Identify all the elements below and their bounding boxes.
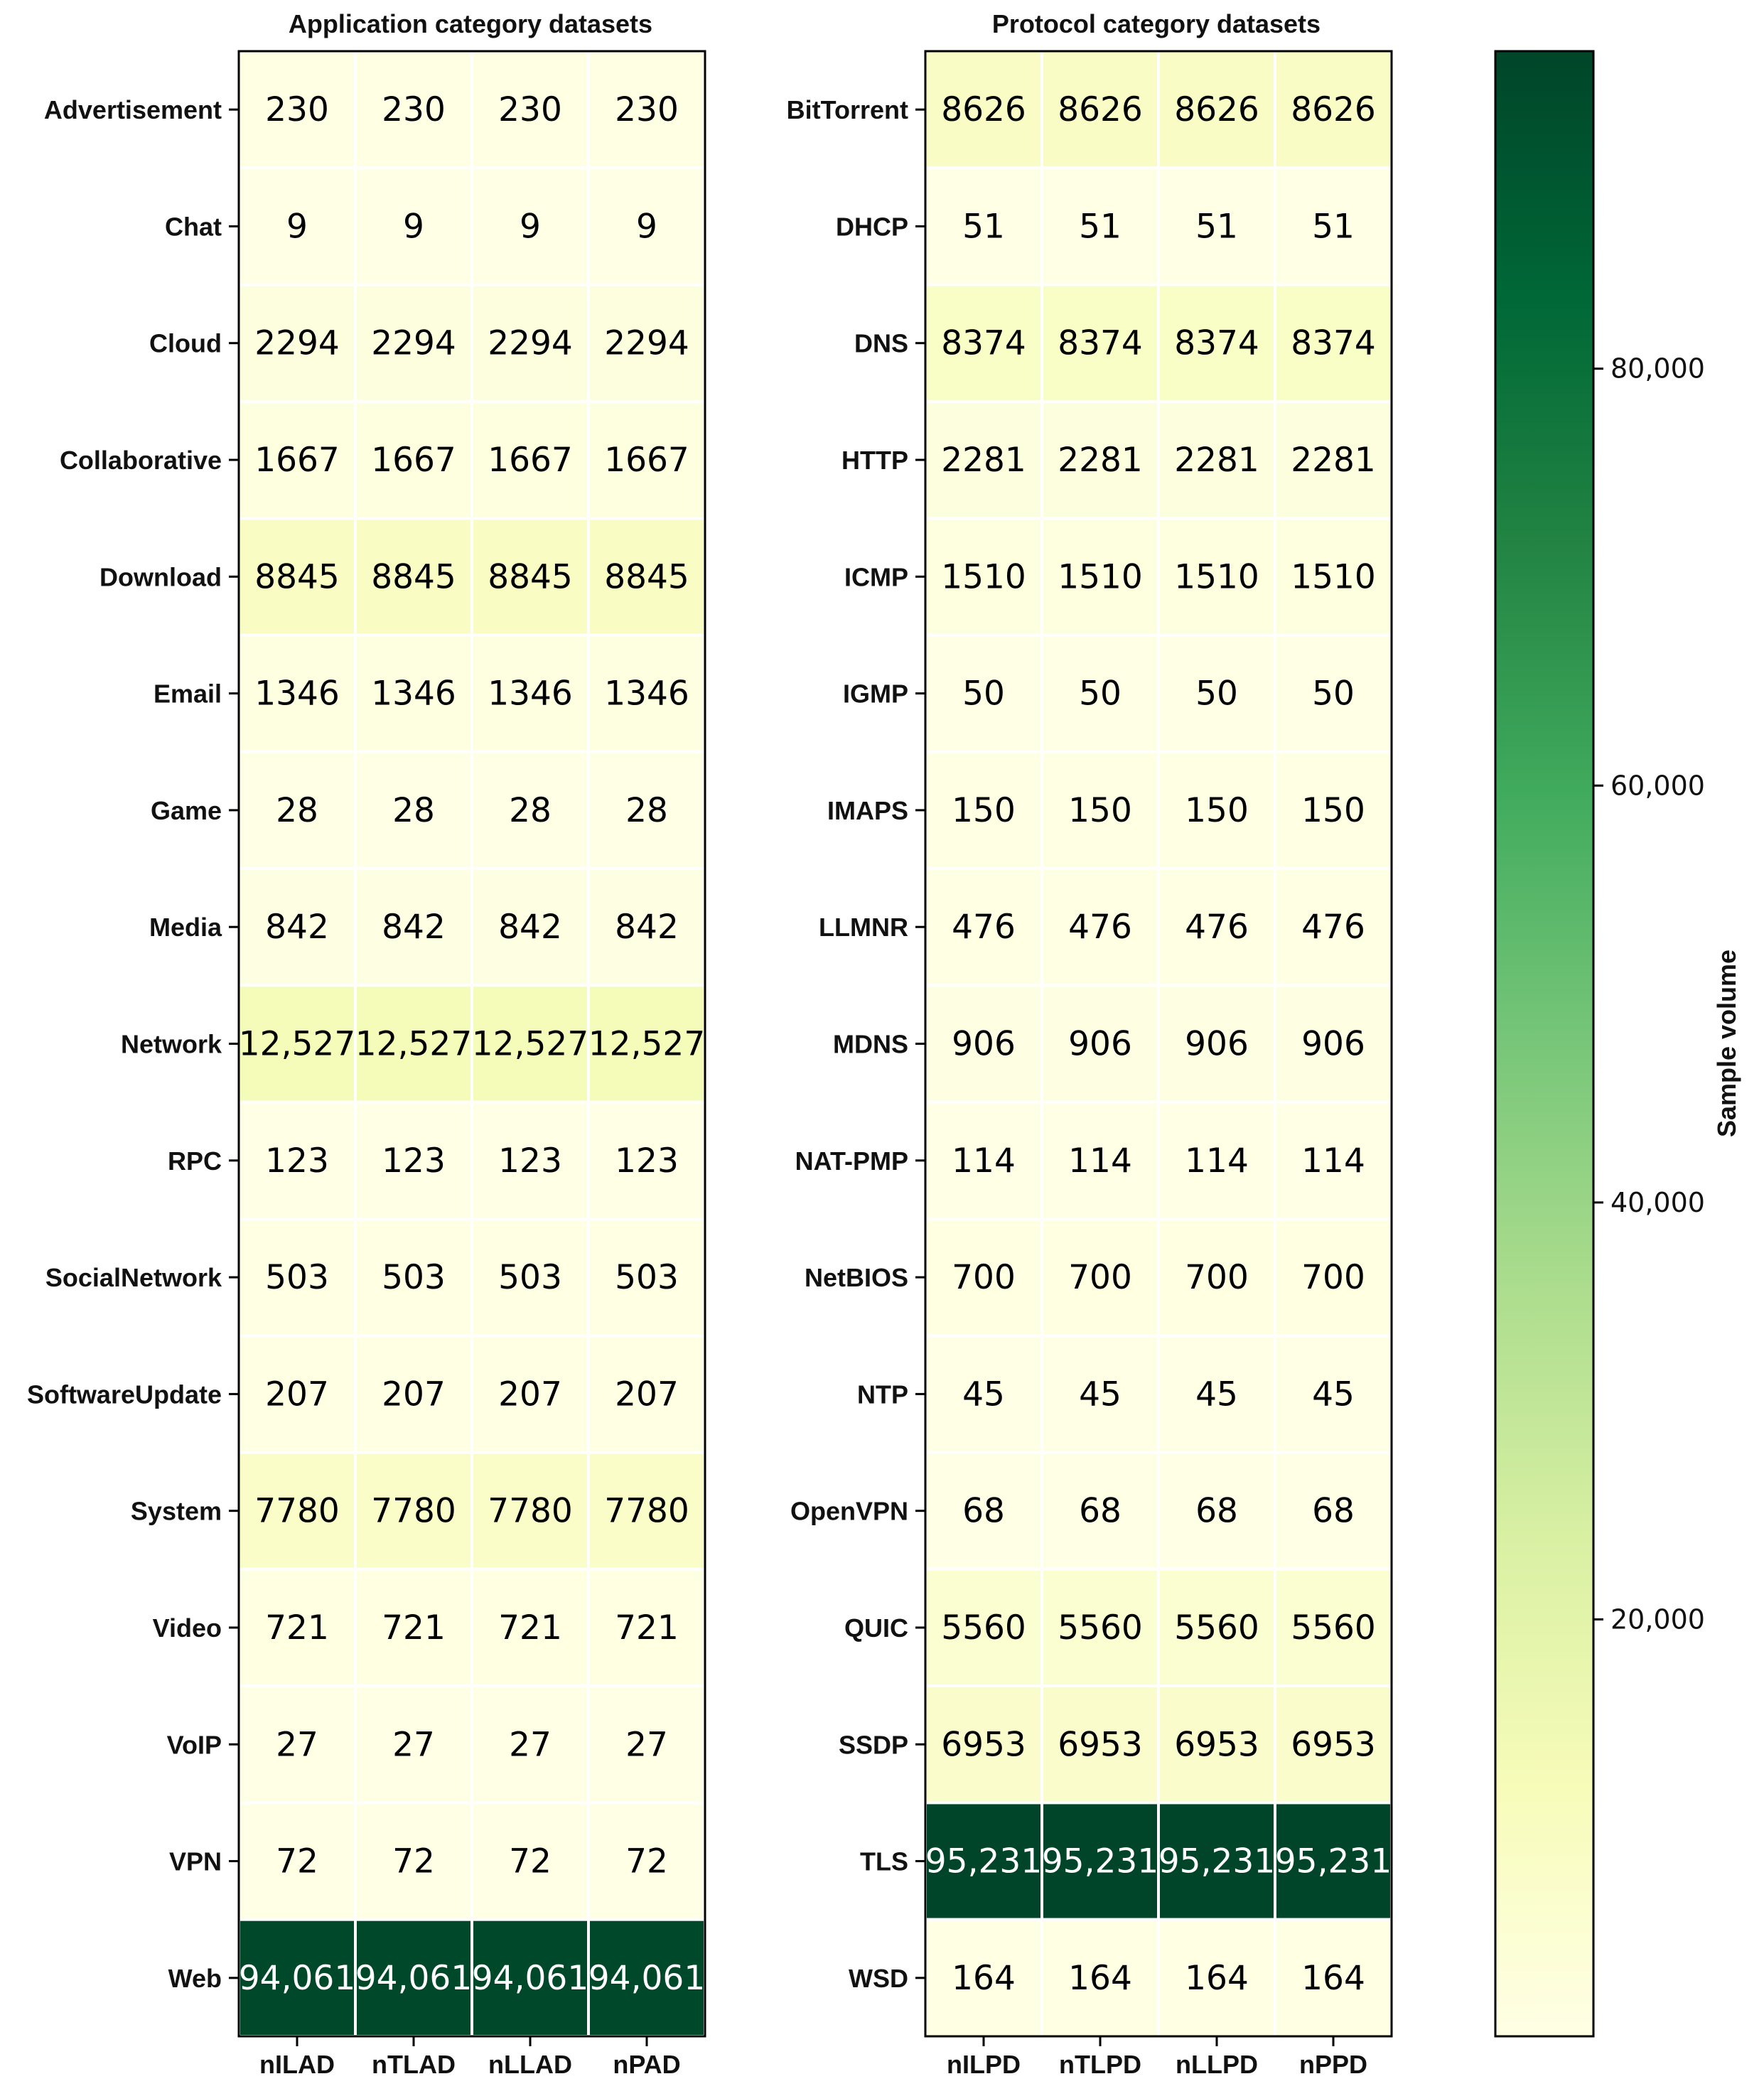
application-column-label-nilad: nILAD [259, 2050, 335, 2079]
application-cell-value: 1346 [604, 674, 689, 714]
protocol-cell-value: 906 [1185, 1024, 1249, 1064]
application-row-label-voip: VoIP [166, 1730, 222, 1760]
protocol-cell-value: 8374 [1174, 323, 1259, 363]
application-cell-value: 842 [265, 908, 329, 947]
protocol-cell-value: 906 [1068, 1024, 1132, 1064]
protocol-cell-value: 1510 [1174, 557, 1259, 597]
protocol-row-label-mdns: MDNS [833, 1029, 908, 1059]
application-cell-value: 12,527 [238, 1024, 356, 1064]
application-cell-value: 721 [615, 1608, 679, 1648]
protocol-cell-value: 906 [1301, 1024, 1365, 1064]
application-cell-value: 7780 [371, 1491, 456, 1531]
colorbar-gradient [1495, 51, 1593, 2036]
protocol-cell-value: 45 [962, 1375, 1005, 1414]
application-cell-value: 207 [265, 1375, 329, 1414]
application-row-label-download: Download [100, 562, 222, 592]
protocol-cell-value: 8374 [1291, 323, 1376, 363]
application-row-label-network: Network [120, 1029, 222, 1059]
application-cell-value: 1667 [488, 441, 573, 480]
application-cell-value: 28 [625, 790, 668, 830]
application-cell-value: 28 [392, 790, 435, 830]
application-cell-value: 27 [509, 1725, 552, 1765]
application-cell-value: 1346 [371, 674, 456, 714]
protocol-cell-value: 906 [952, 1024, 1016, 1064]
application-panel-title: Application category datasets [288, 9, 653, 38]
application-row-label-system: System [130, 1496, 222, 1526]
protocol-row-label-ssdp: SSDP [838, 1730, 908, 1760]
protocol-row-label-dhcp: DHCP [835, 212, 908, 242]
application-row-label-video: Video [152, 1613, 222, 1643]
application-cell-value: 9 [403, 207, 424, 247]
application-cell-value: 28 [509, 790, 552, 830]
application-column-label-npad: nPAD [613, 2050, 681, 2079]
application-cell-value: 1346 [254, 674, 340, 714]
protocol-column-label-nppd: nPPD [1298, 2050, 1368, 2079]
protocol-row-label-bittorrent: BitTorrent [786, 95, 908, 125]
application-cell-value: 27 [276, 1725, 318, 1765]
application-cell-value: 503 [265, 1258, 329, 1298]
application-cell-value: 1346 [488, 674, 573, 714]
protocol-cell-value: 150 [1068, 790, 1132, 830]
protocol-column-label-ntlpd: nTLPD [1059, 2050, 1141, 2079]
protocol-row-label-imaps: IMAPS [827, 795, 908, 825]
protocol-cell-value: 95,231 [925, 1842, 1043, 1881]
application-cell-value: 27 [392, 1725, 435, 1765]
colorbar-label: Sample volume [1712, 949, 1741, 1138]
application-cell-value: 503 [498, 1258, 562, 1298]
protocol-cell-value: 5560 [1058, 1608, 1143, 1648]
protocol-cell-value: 5560 [1174, 1608, 1259, 1648]
protocol-cell-value: 68 [1195, 1491, 1238, 1531]
application-cell-value: 8845 [488, 557, 573, 597]
protocol-cell-value: 8626 [1291, 90, 1376, 130]
protocol-cell-value: 1510 [941, 557, 1026, 597]
application-cell-value: 207 [382, 1375, 446, 1414]
application-cell-value: 123 [498, 1141, 562, 1181]
protocol-cell-value: 50 [1079, 674, 1122, 714]
protocol-cell-value: 1510 [1291, 557, 1376, 597]
protocol-cell-value: 6953 [1058, 1725, 1143, 1765]
application-cell-value: 7780 [254, 1491, 340, 1531]
application-cell-value: 123 [615, 1141, 679, 1181]
application-cell-value: 230 [615, 90, 679, 130]
protocol-cell-value: 700 [952, 1258, 1016, 1298]
protocol-row-label-nat-pmp: NAT-PMP [795, 1146, 908, 1176]
application-cell-value: 9 [286, 207, 308, 247]
application-row-label-media: Media [149, 913, 222, 942]
protocol-cell-value: 164 [1301, 1958, 1365, 1998]
application-cell-value: 230 [498, 90, 562, 130]
protocol-cell-value: 700 [1301, 1258, 1365, 1298]
protocol-cell-value: 476 [1301, 908, 1365, 947]
application-cell-value: 7780 [604, 1491, 689, 1531]
protocol-cell-value: 700 [1185, 1258, 1249, 1298]
application-cell-value: 230 [382, 90, 446, 130]
application-row-label-chat: Chat [165, 212, 222, 242]
application-row-label-advertisement: Advertisement [43, 95, 222, 125]
application-cell-value: 94,061 [471, 1958, 589, 1998]
application-column-label-ntlad: nTLAD [372, 2050, 456, 2079]
application-cell-value: 72 [509, 1842, 552, 1881]
protocol-cell-value: 8374 [941, 323, 1026, 363]
protocol-cell-value: 700 [1068, 1258, 1132, 1298]
protocol-cell-value: 45 [1079, 1375, 1122, 1414]
application-cell-value: 94,061 [355, 1958, 473, 1998]
colorbar [1495, 51, 1741, 2036]
application-cell-value: 27 [625, 1725, 668, 1765]
protocol-cell-value: 114 [1301, 1141, 1365, 1181]
protocol-cell-value: 95,231 [1041, 1842, 1159, 1881]
protocol-cell-value: 150 [1185, 790, 1249, 830]
protocol-cell-value: 6953 [1174, 1725, 1259, 1765]
protocol-cell-value: 68 [962, 1491, 1005, 1531]
colorbar-tick-label: 40,000 [1610, 1186, 1705, 1218]
application-cell-value: 503 [615, 1258, 679, 1298]
application-cell-value: 1667 [254, 441, 340, 480]
protocol-cell-value: 150 [952, 790, 1016, 830]
protocol-cell-value: 45 [1195, 1375, 1238, 1414]
protocol-cell-value: 150 [1301, 790, 1365, 830]
protocol-cell-value: 95,231 [1158, 1842, 1276, 1881]
protocol-cell-value: 50 [962, 674, 1005, 714]
protocol-cell-value: 6953 [1291, 1725, 1376, 1765]
protocol-cell-value: 95,231 [1274, 1842, 1392, 1881]
protocol-row-label-tls: TLS [860, 1847, 908, 1876]
protocol-column-label-nllpd: nLLPD [1176, 2050, 1258, 2079]
protocol-cell-value: 2281 [941, 441, 1026, 480]
application-cell-value: 8845 [604, 557, 689, 597]
protocol-cell-value: 8626 [1174, 90, 1259, 130]
application-cell-value: 207 [498, 1375, 562, 1414]
protocol-row-label-llmnr: LLMNR [819, 913, 908, 942]
application-cell-value: 123 [382, 1141, 446, 1181]
application-cell-value: 8845 [371, 557, 456, 597]
application-cell-value: 12,527 [471, 1024, 589, 1064]
protocol-cell-value: 114 [1185, 1141, 1249, 1181]
protocol-cell-value: 114 [1068, 1141, 1132, 1181]
application-cell-value: 72 [625, 1842, 668, 1881]
colorbar-tick-label: 60,000 [1610, 770, 1705, 802]
colorbar-tick-label: 80,000 [1610, 353, 1705, 385]
protocol-row-label-ntp: NTP [857, 1380, 908, 1409]
application-row-label-vpn: VPN [168, 1847, 222, 1876]
protocol-cell-value: 8626 [941, 90, 1026, 130]
application-cell-value: 503 [382, 1258, 446, 1298]
application-cell-value: 123 [265, 1141, 329, 1181]
application-cell-value: 230 [265, 90, 329, 130]
application-cell-value: 1667 [604, 441, 689, 480]
protocol-row-label-icmp: ICMP [844, 562, 908, 592]
protocol-cell-value: 5560 [941, 1608, 1026, 1648]
protocol-cell-value: 2281 [1058, 441, 1143, 480]
protocol-cell-value: 6953 [941, 1725, 1026, 1765]
protocol-row-label-http: HTTP [841, 446, 908, 475]
application-column-label-nllad: nLLAD [488, 2050, 572, 2079]
protocol-cell-value: 164 [1068, 1958, 1132, 1998]
application-cell-value: 842 [382, 908, 446, 947]
protocol-cell-value: 476 [1185, 908, 1249, 947]
application-cell-value: 9 [520, 207, 541, 247]
protocol-row-label-dns: DNS [854, 328, 908, 358]
protocol-cell-value: 2281 [1291, 441, 1376, 480]
application-row-label-softwareupdate: SoftwareUpdate [26, 1380, 222, 1409]
protocol-cell-value: 5560 [1291, 1608, 1376, 1648]
protocol-column-label-nilpd: nILPD [947, 2050, 1021, 2079]
application-cell-value: 7780 [488, 1491, 573, 1531]
application-row-label-web: Web [168, 1963, 222, 1993]
protocol-panel-title: Protocol category datasets [991, 9, 1321, 38]
application-cell-value: 207 [615, 1375, 679, 1414]
protocol-row-label-wsd: WSD [849, 1963, 908, 1993]
application-row-label-game: Game [150, 795, 222, 825]
application-row-label-email: Email [153, 679, 222, 709]
application-heatmap-panel [27, 9, 705, 2079]
protocol-row-label-igmp: IGMP [842, 679, 908, 709]
protocol-cell-value: 51 [1195, 207, 1238, 247]
protocol-cell-value: 50 [1312, 674, 1355, 714]
protocol-cell-value: 8374 [1058, 323, 1143, 363]
application-row-label-rpc: RPC [167, 1146, 222, 1176]
application-row-label-cloud: Cloud [149, 328, 222, 358]
protocol-cell-value: 476 [952, 908, 1016, 947]
application-row-label-socialnetwork: SocialNetwork [45, 1263, 222, 1293]
application-cell-value: 842 [498, 908, 562, 947]
protocol-row-label-openvpn: OpenVPN [790, 1496, 908, 1526]
application-cell-value: 721 [382, 1608, 446, 1648]
protocol-cell-value: 45 [1312, 1375, 1355, 1414]
application-cell-value: 2294 [604, 323, 689, 363]
application-cell-value: 12,527 [588, 1024, 706, 1064]
protocol-cell-value: 164 [952, 1958, 1016, 1998]
protocol-cell-value: 114 [952, 1141, 1016, 1181]
application-cell-value: 1667 [371, 441, 456, 480]
protocol-row-label-quic: QUIC [844, 1613, 908, 1643]
protocol-cell-value: 51 [962, 207, 1005, 247]
protocol-cell-value: 2281 [1174, 441, 1259, 480]
application-row-label-collaborative: Collaborative [59, 446, 222, 475]
protocol-cell-value: 1510 [1058, 557, 1143, 597]
application-cell-value: 9 [636, 207, 657, 247]
protocol-cell-value: 50 [1195, 674, 1238, 714]
application-cell-value: 842 [615, 908, 679, 947]
application-cell-value: 72 [276, 1842, 318, 1881]
protocol-cell-value: 68 [1079, 1491, 1122, 1531]
protocol-cell-value: 8626 [1058, 90, 1143, 130]
application-cell-value: 12,527 [355, 1024, 473, 1064]
colorbar-tick-label: 20,000 [1610, 1603, 1705, 1635]
application-cell-value: 94,061 [238, 1958, 356, 1998]
application-cell-value: 2294 [488, 323, 573, 363]
protocol-cell-value: 51 [1079, 207, 1122, 247]
protocol-cell-value: 68 [1312, 1491, 1355, 1531]
application-cell-value: 8845 [254, 557, 340, 597]
protocol-row-label-netbios: NetBIOS [804, 1263, 908, 1293]
protocol-heatmap-panel [787, 9, 1392, 2079]
application-cell-value: 721 [498, 1608, 562, 1648]
protocol-cell-value: 476 [1068, 908, 1132, 947]
protocol-cell-value: 164 [1185, 1958, 1249, 1998]
application-cell-value: 2294 [254, 323, 340, 363]
application-cell-value: 721 [265, 1608, 329, 1648]
application-cell-value: 2294 [371, 323, 456, 363]
protocol-cell-value: 51 [1312, 207, 1355, 247]
application-cell-value: 72 [392, 1842, 435, 1881]
application-cell-value: 28 [276, 790, 318, 830]
application-cell-value: 94,061 [588, 1958, 706, 1998]
